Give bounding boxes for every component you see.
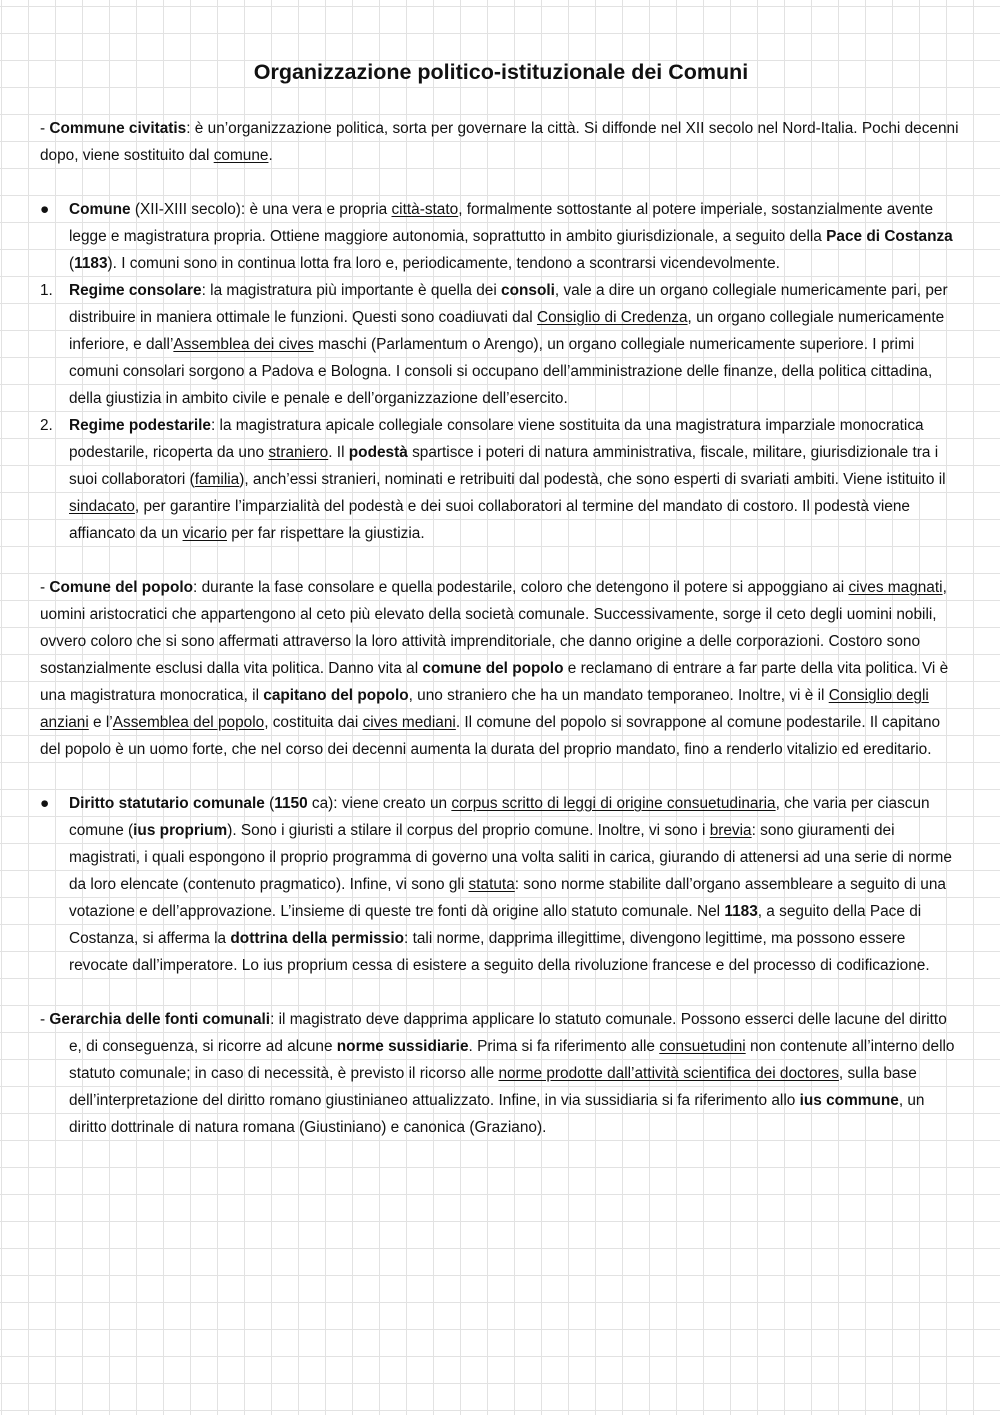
term-gerarchia-fonti: Gerarchia delle fonti comunali <box>49 1011 271 1028</box>
term-comune: Comune <box>69 201 131 218</box>
bullet-diritto-statutario: ● Diritto statutario comunale (1150 ca): viene creato un corpus scritto di leggi di origine consuetudinaria, che varia per ciascun comune (ius proprium). Sono i giuristi a stilare il corpus del proprio comune. Inoltre, vi sono i brevia: sono giuramenti dei magistrati, i quali espongono il proprio programma di governo una volta saliti in carica, giurando di attenersi ad una serie di norme da loro elencate (contenuto pragmatico). Infine, vi sono gli statuta: sono norme stabilite dall’organo assembleare a seguito di una votazione e dell’approvazione. L’insieme di queste tre fonti dà origine allo statuto comunale. Nel 1183, a seguito della Pace di Costanza, si afferma la dottrina della permissio: tali norme, dapprima illegittime, divengono legittime, ma possono essere revocate dall’imperatore. Lo ius proprium cessa di esistere a seguito della rivoluzione francese e del processo di codificazione. <box>40 790 962 979</box>
bullet-comune: ● Comune (XII-XIII secolo): è una vera e propria città-stato, formalmente sottostante al potere imperiale, sostanzialmente avente legge e magistratura propria. Ottiene maggiore autonomia, soprattutto in ambito giurisdizionale, a seguito della Pace di Costanza (1183). I comuni sono in continua lotta fra loro e, periodicamente, tendono a scontrarsi vicendevolmente. <box>40 196 962 277</box>
underlined-term: Assemblea del popolo <box>112 714 265 731</box>
document-page <box>40 55 962 1141</box>
bullet-icon: ● <box>40 201 50 218</box>
spacer <box>40 547 962 574</box>
underlined-term: consuetudini <box>659 1038 746 1055</box>
term-commune-civitatis: Commune civitatis <box>49 120 187 137</box>
list-number: 1. <box>40 282 53 299</box>
numbered-item-regime-consolare: 1. Regime consolare: la magistratura più importante è quella dei consoli, vale a dire un organo collegiale numericamente pari, per distribuire in maniera ottimale le funzioni. Questi sono coadiuvati dal Consiglio di Credenza, un organo collegiale numericamente inferiore, e dall’Assemblea dei cives maschi (Parlamentum o Arengo), un organo collegiale numericamente superiore. I primi comuni consolari sorgono a Padova e Bologna. I consoli si occupano dell’amministrazione delle finanze, della politica cittadina, della giustizia in ambito civile e penale e dell’organizzazione dell’esercito. <box>40 277 962 412</box>
term-diritto-statutario: Diritto statutario comunale <box>69 795 265 812</box>
spacer <box>40 979 962 1006</box>
underlined-term: norme prodotte dall’attività scientifica dei doctores <box>498 1065 839 1082</box>
page-title: Organizzazione politico-istituzionale dei Comuni <box>253 60 749 84</box>
underlined-term: familia <box>194 471 240 488</box>
term-comune-del-popolo: Comune del popolo <box>49 579 194 596</box>
underlined-term: corpus scritto di leggi di origine consuetudinaria <box>451 795 776 812</box>
paragraph-gerarchia-fonti: - Gerarchia delle fonti comunali: il magistrato deve dapprima applicare lo statuto comunale. Possono esserci delle lacune del diritto e, di conseguenza, si ricorre ad alcune norme sussidiarie. Prima si fa riferimento alle consuetudini non contenute all’interno dello statuto comunale; in caso di necessità, è previsto il ricorso alle norme prodotte dall’attività scientifica dei doctores, sulla base dell’interpretazione del diritto romano giustinianeo attualizzato. Infine, in via sussidiaria si fa riferimento allo ius commune, un diritto dottrinale di natura romana (Giustiniano) e canonica (Graziano). <box>40 1011 955 1136</box>
paragraph-comune-del-popolo: - Comune del popolo: durante la fase consolare e quella podestarile, coloro che detengono il potere si appoggiano ai cives magnati, uomini aristocratici che appartengono al ceto più elevato della società comunale. Successivamente, sorge il ceto degli uomini nobili, ovvero coloro che si sono affermati attraverso la loro attività imprenditoriale, che danno origine a delle corporazioni. Costoro sono sostanzialmente esclusi dalla vita politica. Danno vita al comune del popolo e reclamano di entrare a far parte della vita politica. Vi è una magistratura monocratica, il capitano del popolo, uno straniero che ha un mandato temporaneo. Inoltre, vi è il Consiglio degli anziani e l’Assemblea del popolo, costituita dai cives mediani. Il comune del popolo si sovrappone al comune podestarile. Il capitano del popolo è un uomo forte, che nel corso dei decenni aumenta la durata del proprio mandato, fino a renderlo vitalizio ed ereditario. <box>40 579 949 758</box>
underlined-term: Consiglio di Credenza <box>536 309 688 326</box>
underlined-term: vicario <box>182 525 228 542</box>
underlined-term: straniero <box>268 444 329 461</box>
term-regime-podestarile: Regime podestarile <box>69 417 211 434</box>
underlined-term: brevia <box>709 822 752 839</box>
paragraph-commune-civitatis: - Commune civitatis: è un’organizzazione politica, sorta per governare la città. Si diffonde nel XII secolo nel Nord-Italia. Pochi decenni dopo, viene sostituito dal comune. <box>40 120 959 164</box>
underlined-term: Assemblea dei cives <box>173 336 314 353</box>
bullet-icon: ● <box>40 795 50 812</box>
underlined-term: comune <box>213 147 269 164</box>
underlined-term: statuta <box>468 876 515 893</box>
spacer <box>40 169 962 196</box>
underlined-term: cives mediani <box>362 714 456 731</box>
body-text <box>40 115 962 1141</box>
spacer <box>40 763 962 790</box>
numbered-item-regime-podestarile: 2. Regime podestarile: la magistratura apicale collegiale consolare viene sostituita da una magistratura imparziale monocratica podestarile, ricoperta da uno straniero. Il podestà spartisce i poteri di natura amministrativa, fiscale, militare, giurisdizionale tra i suoi collaboratori (familia), anch’essi stranieri, nominati e retribuiti dal podestà, che sono esperti di svariati ambiti. Viene istituito il sindacato, per garantire l’imparzialità del podestà e dei suoi collaboratori al termine del mandato di costoro. Il podestà viene affiancato da un vicario per far rispettare la giustizia. <box>40 412 962 547</box>
list-number: 2. <box>40 417 53 434</box>
underlined-term: Consiglio degli anziani <box>40 687 929 731</box>
term-regime-consolare: Regime consolare <box>69 282 202 299</box>
underlined-term: città-stato <box>391 201 459 218</box>
underlined-term: cives magnati <box>848 579 943 596</box>
underlined-term: sindacato <box>69 498 135 515</box>
